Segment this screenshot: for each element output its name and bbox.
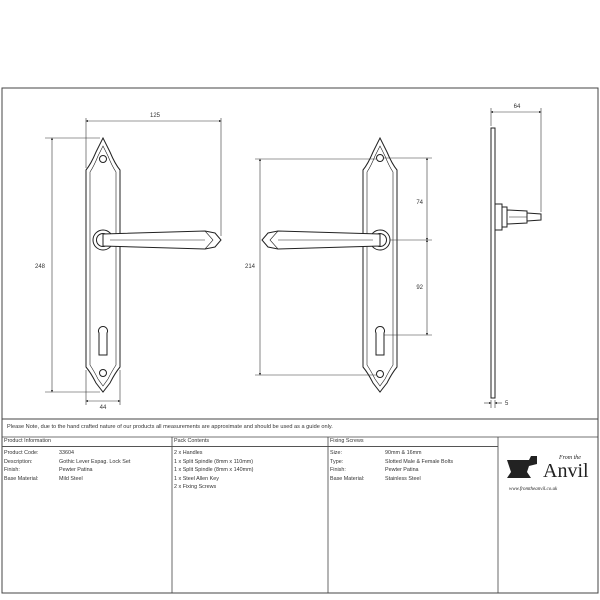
fixing-screws-rows (328, 447, 498, 483)
pack-contents-title: Pack Contents (172, 437, 328, 447)
center-backplate (363, 138, 397, 392)
center-handle-drawing (262, 138, 397, 392)
list-item: 1 x Split Spindle (8mm x 140mm) (174, 467, 254, 474)
row-value: Pewter Patina (59, 467, 93, 474)
row-value: Slotted Male & Female Bolts (385, 458, 454, 465)
row-label: Description: (4, 458, 33, 465)
disclaimer-note: Please Note, due to the hand crafted nature of our products all measurements are approximate and should be used as a guide only. (7, 424, 333, 430)
pack-contents-table (172, 437, 328, 591)
table-row (328, 475, 498, 484)
row-value: 33604 (59, 450, 74, 456)
dim-92-label: 92 (416, 285, 423, 291)
row-label: Type: (330, 458, 344, 465)
left-backplate-inner (90, 146, 116, 386)
side-spindle-collar (502, 207, 507, 227)
row-value: Pewter Patina (385, 467, 419, 474)
list-item: 2 x Handles (174, 450, 203, 456)
left-keyhole (99, 326, 108, 355)
row-label: Product Code: (4, 450, 39, 456)
center-screw-top (377, 155, 384, 162)
fixing-screws-title: Fixing Screws (328, 437, 498, 447)
product-information-title: Product Information (2, 437, 172, 447)
side-view-drawing (491, 128, 541, 398)
product-information-rows (2, 447, 172, 483)
side-backplate (491, 128, 495, 398)
dim-44-label: 44 (99, 405, 107, 411)
dim-74-label: 74 (416, 200, 423, 206)
table-row (328, 449, 498, 458)
table-row (2, 466, 172, 475)
list-item: 1 x Steel Allen Key (174, 475, 219, 482)
dim-5-label: 5 (505, 401, 509, 407)
list-item: 2 x Fixing Screws (174, 484, 217, 491)
row-label: Base Material: (4, 475, 39, 482)
left-backplate (86, 138, 120, 392)
dim-248-label: 248 (34, 264, 46, 270)
logo-url: www.fromtheanvil.co.uk (509, 487, 558, 492)
side-rose (495, 204, 502, 230)
dim-64-label: 64 (513, 104, 521, 110)
logo-brand: Anvil (543, 460, 589, 482)
logo-from-the: From the (559, 455, 581, 461)
left-screw-top (100, 156, 107, 163)
anvil-icon (507, 456, 537, 478)
table-row (2, 475, 172, 484)
side-spindle-tip (527, 213, 541, 221)
table-row (2, 458, 172, 467)
from-the-anvil-logo (503, 450, 595, 500)
row-label: Base Material: (330, 475, 365, 482)
table-row (328, 466, 498, 475)
dim-214-label: 214 (244, 264, 256, 270)
pack-contents-list (172, 447, 328, 492)
table-row (328, 458, 498, 467)
row-value: Gothic Lever Espag. Lock Set (59, 458, 131, 465)
row-value: 90mm & 16mm (385, 450, 422, 456)
left-screw-bottom (100, 370, 107, 377)
center-keyhole (376, 326, 385, 355)
row-value: Stainless Steel (385, 475, 421, 482)
list-item: 1 x Split Spindle (8mm x 110mm) (174, 458, 253, 465)
row-label: Finish: (330, 467, 346, 474)
row-value: Mild Steel (59, 475, 83, 482)
center-backplate-inner (367, 146, 393, 386)
fixing-screws-table (328, 437, 498, 591)
dim-125-label: 125 (149, 113, 161, 119)
center-screw-bottom (377, 371, 384, 378)
row-label: Size: (330, 450, 342, 456)
left-handle-drawing (86, 138, 221, 392)
product-information-table (2, 437, 172, 591)
table-row (2, 449, 172, 458)
row-label: Finish: (4, 467, 20, 474)
